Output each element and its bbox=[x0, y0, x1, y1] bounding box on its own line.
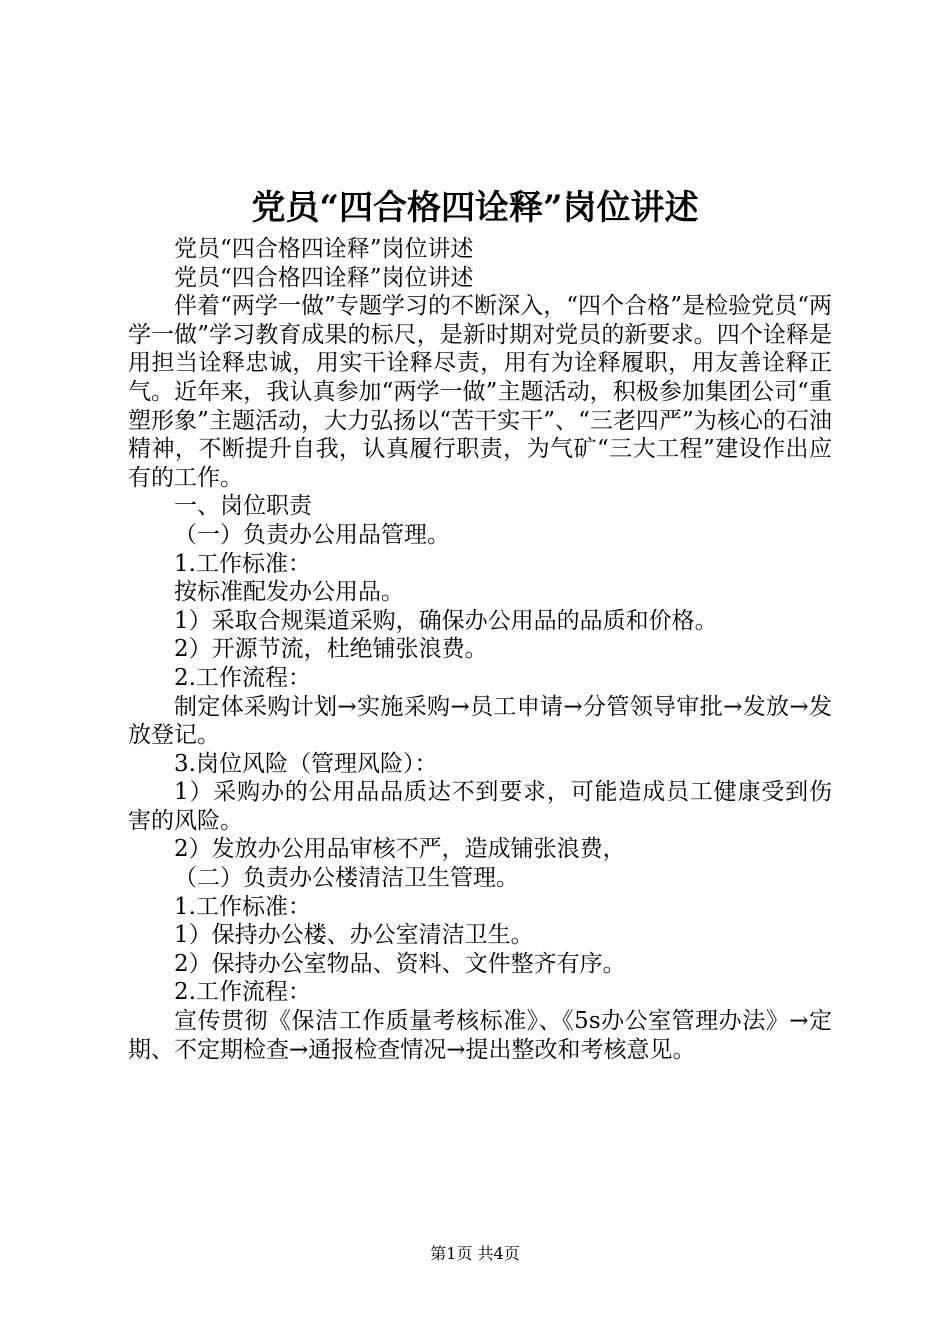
paragraph: 2.工作流程： bbox=[174, 664, 311, 691]
paragraph: 2）开源节流，杜绝铺张浪费。 bbox=[174, 636, 488, 663]
paragraph: 3.岗位风险（管理风险）： bbox=[174, 750, 438, 777]
paragraph: 1.工作标准： bbox=[174, 550, 311, 577]
paragraph: 党员“四合格四诠释”岗位讲述 bbox=[174, 236, 474, 262]
paragraph: 伴着“两学一做”专题学习的不断深入，“四个合格”是检验党员“两学一做”学习教育成果的标尺，是新时期对党员的新要求。四个诠释是用担当诠释忠诚，用实干诠释尽责，用有为诠释履职，用友善诠释正气。近年来，我认真参加“两学一做”主题活动，积极参加集团公司“重塑形象”主题活动，大力弘扬以“苦干实干”、“三老四严”为核心的石油精神，不断提升自我，认真履行职责，为气矿“三大工程”建设作出应有的工作。 bbox=[128, 293, 832, 491]
paragraph: 2）发放办公用品审核不严，造成铺张浪费， bbox=[174, 836, 626, 863]
paragraph: 1.工作标准： bbox=[174, 893, 311, 920]
paragraph: 1）采购办的公用品品质达不到要求，可能造成员工健康受到伤害的风险。 bbox=[128, 779, 832, 834]
document-title: 党员“四合格四诠释”岗位讲述 bbox=[251, 188, 699, 228]
section-heading: 一、岗位职责 bbox=[174, 493, 312, 520]
paragraph: 党员“四合格四诠释”岗位讲述 bbox=[174, 264, 474, 291]
subsection-heading: （一）负责办公用品管理。 bbox=[174, 521, 450, 548]
paragraph: 2.工作流程： bbox=[174, 979, 311, 1006]
paragraph: 2）保持办公室物品、资料、文件整齐有序。 bbox=[174, 950, 626, 977]
page-number: 第1页 共4页 bbox=[430, 1244, 520, 1263]
subsection-heading: （二）负责办公楼清洁卫生管理。 bbox=[174, 865, 519, 892]
document-body bbox=[128, 235, 832, 1064]
paragraph: 1）采取合规渠道采购，确保办公用品的品质和价格。 bbox=[174, 607, 718, 634]
paragraph: 1）保持办公楼、办公室清洁卫生。 bbox=[174, 922, 534, 949]
paragraph: 按标准配发办公用品。 bbox=[174, 579, 404, 606]
paragraph: 宣传贯彻《保洁工作质量考核标准》、《5s办公室管理办法》→定期、不定期检查→通报检查情况→提出整改和考核意见。 bbox=[128, 1008, 832, 1063]
paragraph: 制定体采购计划→实施采购→员工申请→分管领导审批→发放→发放登记。 bbox=[128, 693, 832, 749]
